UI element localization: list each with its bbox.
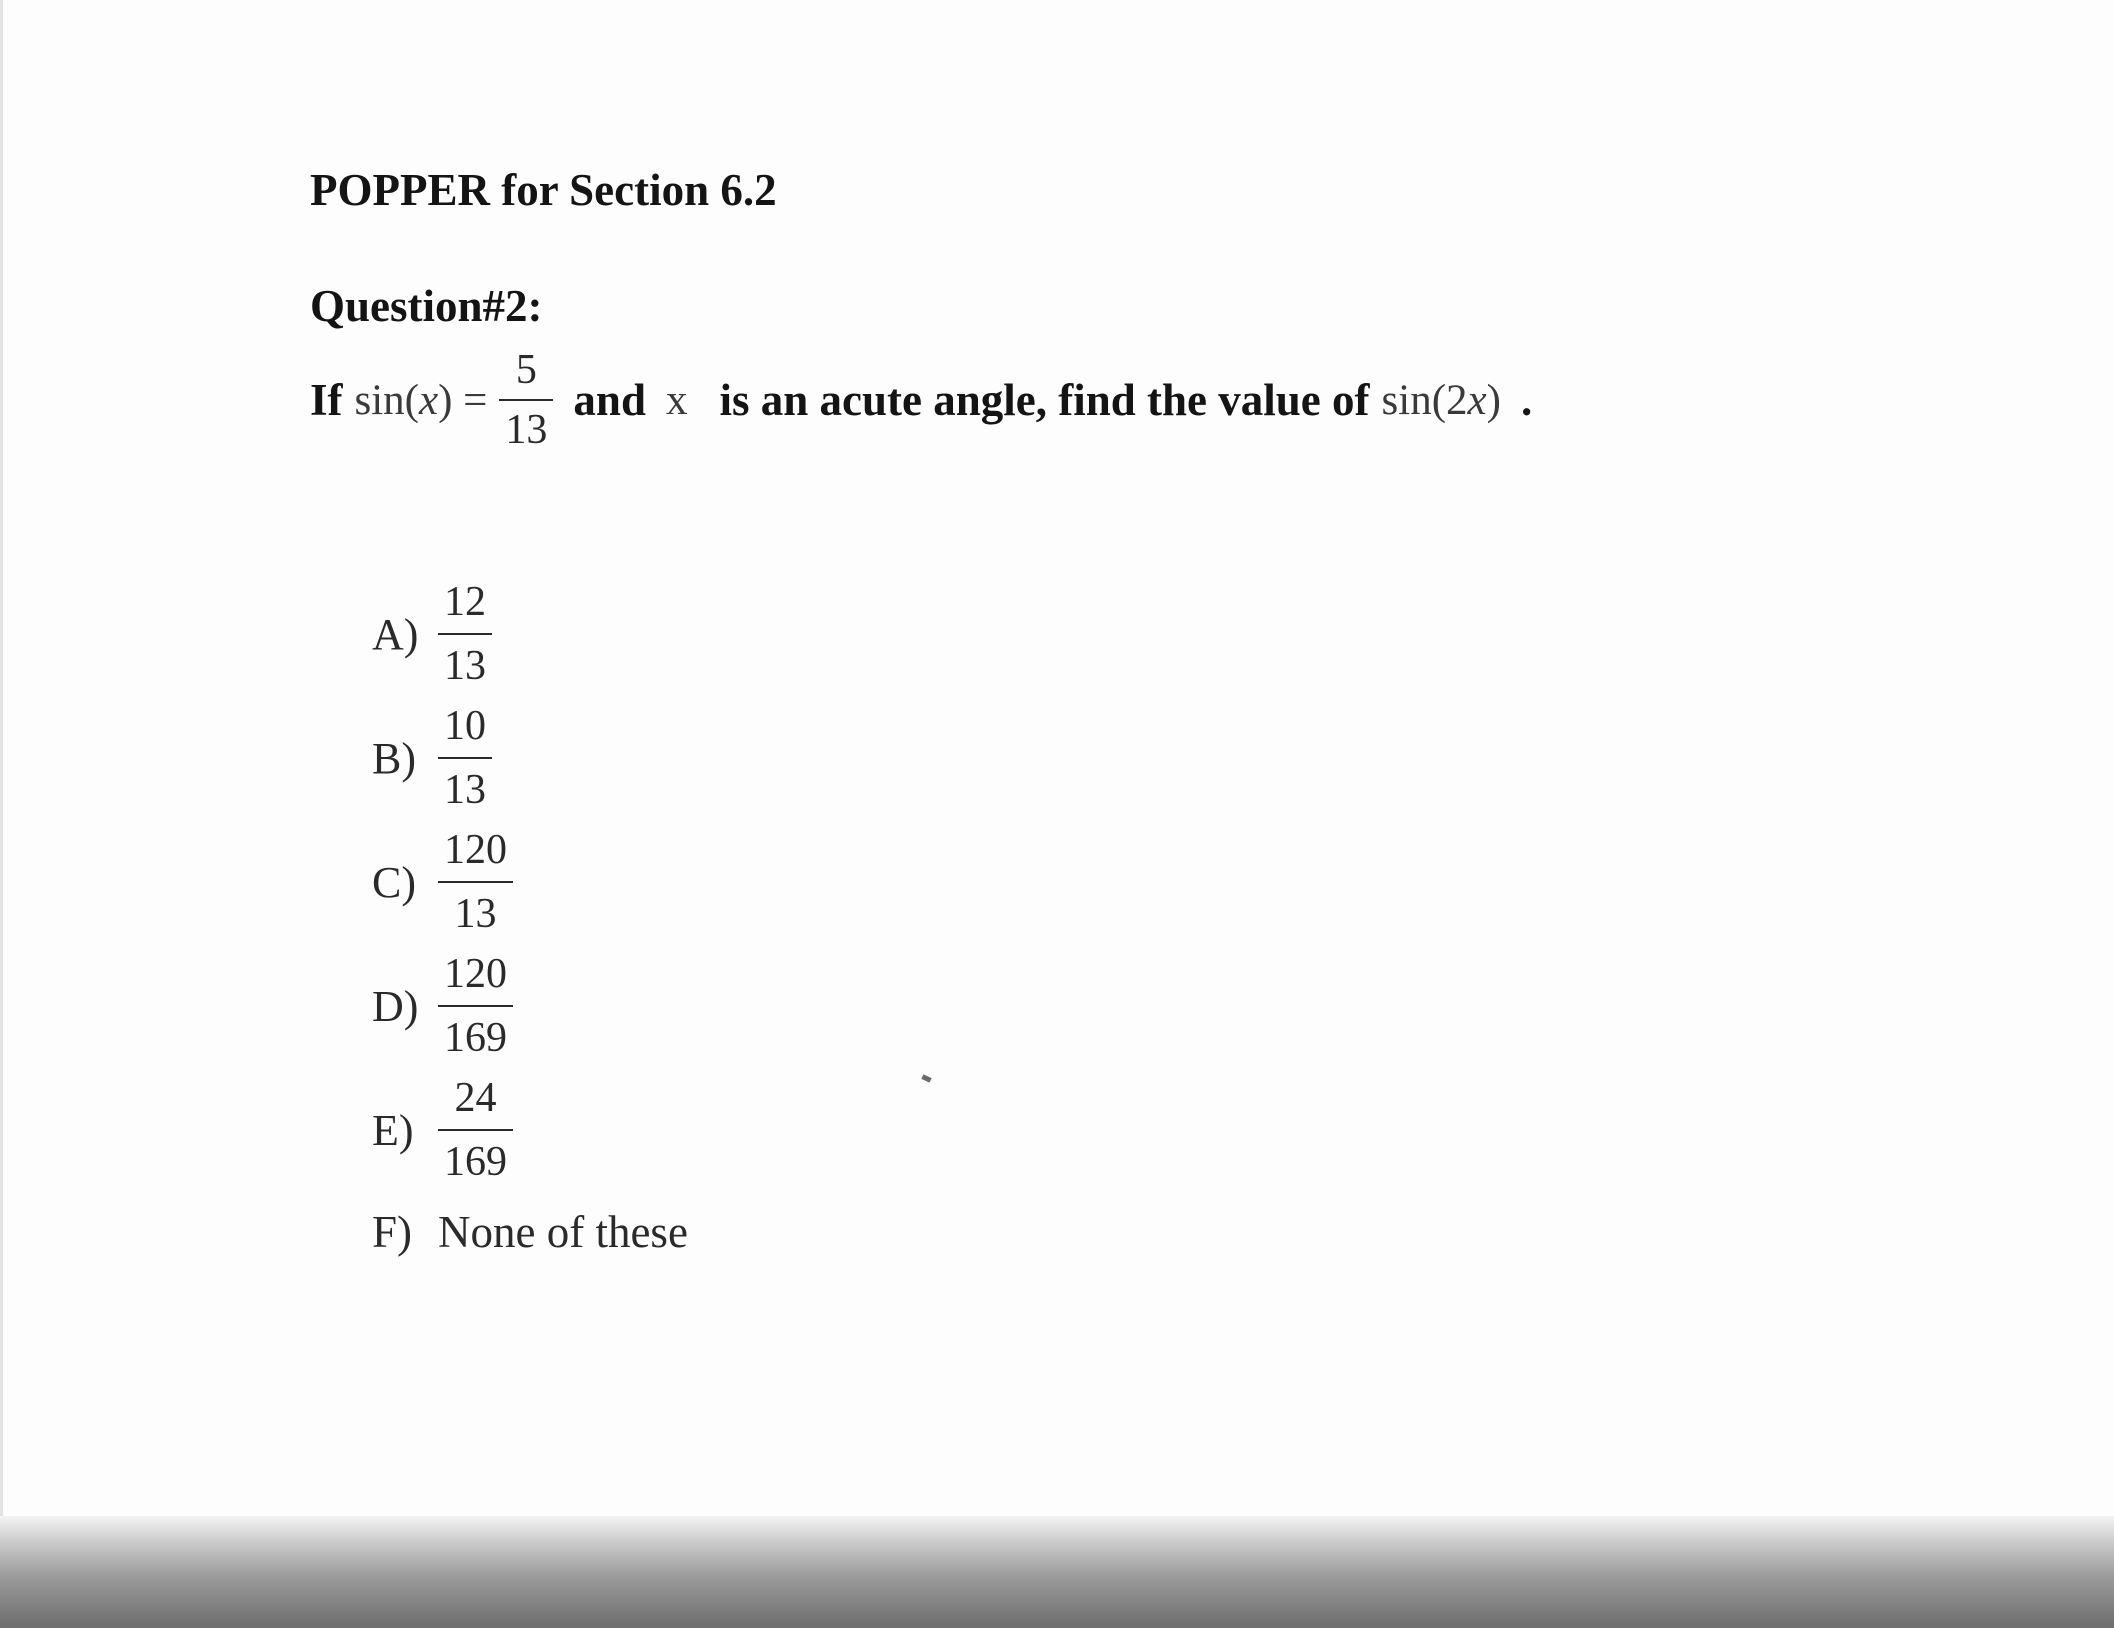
equals-sign: ) =	[438, 376, 488, 424]
question-number: Question#2:	[310, 281, 543, 331]
option-fraction	[438, 1077, 513, 1183]
option-numerator: 12	[444, 579, 486, 625]
option-letter: B)	[372, 733, 416, 783]
mouse-cursor-icon	[921, 1074, 931, 1082]
fraction-denominator: 13	[505, 407, 548, 453]
question-lead: If	[310, 375, 343, 425]
target-expression	[1382, 376, 1501, 425]
option-denominator: 169	[444, 1139, 507, 1185]
target-var: x	[1467, 376, 1487, 424]
option-denominator: 169	[444, 1015, 507, 1061]
document-title: POPPER for Section 6.2	[310, 165, 777, 215]
option-numerator: 120	[444, 951, 507, 997]
question-end: .	[1520, 375, 1533, 425]
option-f	[372, 1192, 688, 1272]
fraction-numerator: 5	[515, 347, 537, 393]
option-e	[372, 1068, 688, 1192]
variable-x-2: x	[665, 376, 688, 424]
target-close: )	[1486, 376, 1501, 424]
option-letter: F)	[372, 1207, 413, 1257]
option-b	[372, 696, 688, 820]
option-numerator: 24	[454, 1075, 497, 1121]
given-fraction	[499, 349, 553, 451]
option-numerator: 10	[444, 703, 486, 749]
option-fraction	[438, 581, 492, 687]
option-denominator: 13	[444, 767, 486, 813]
option-fraction	[438, 829, 513, 935]
option-letter: A)	[372, 609, 419, 659]
option-fraction	[438, 705, 492, 811]
option-fraction	[438, 953, 513, 1059]
option-c	[372, 820, 688, 944]
question-and: and	[573, 375, 646, 425]
option-text: None of these	[438, 1207, 688, 1257]
option-letter: E)	[372, 1105, 414, 1155]
option-letter: C)	[372, 857, 416, 907]
option-d	[372, 944, 688, 1068]
sine-func: sin(	[354, 376, 419, 424]
sine-expression	[355, 376, 488, 425]
option-denominator: 13	[454, 891, 497, 937]
question-text	[310, 340, 1532, 460]
video-control-bar[interactable]	[0, 1516, 2114, 1628]
option-letter: D)	[372, 981, 419, 1031]
variable-x: x	[419, 376, 439, 424]
target-func: sin(2	[1381, 376, 1468, 424]
page-edge	[0, 0, 3, 1628]
question-middle: is an acute angle, find the value of	[719, 375, 1370, 425]
option-denominator: 13	[444, 643, 486, 689]
option-numerator: 120	[444, 827, 507, 873]
answer-options	[372, 572, 688, 1272]
option-a	[372, 572, 688, 696]
